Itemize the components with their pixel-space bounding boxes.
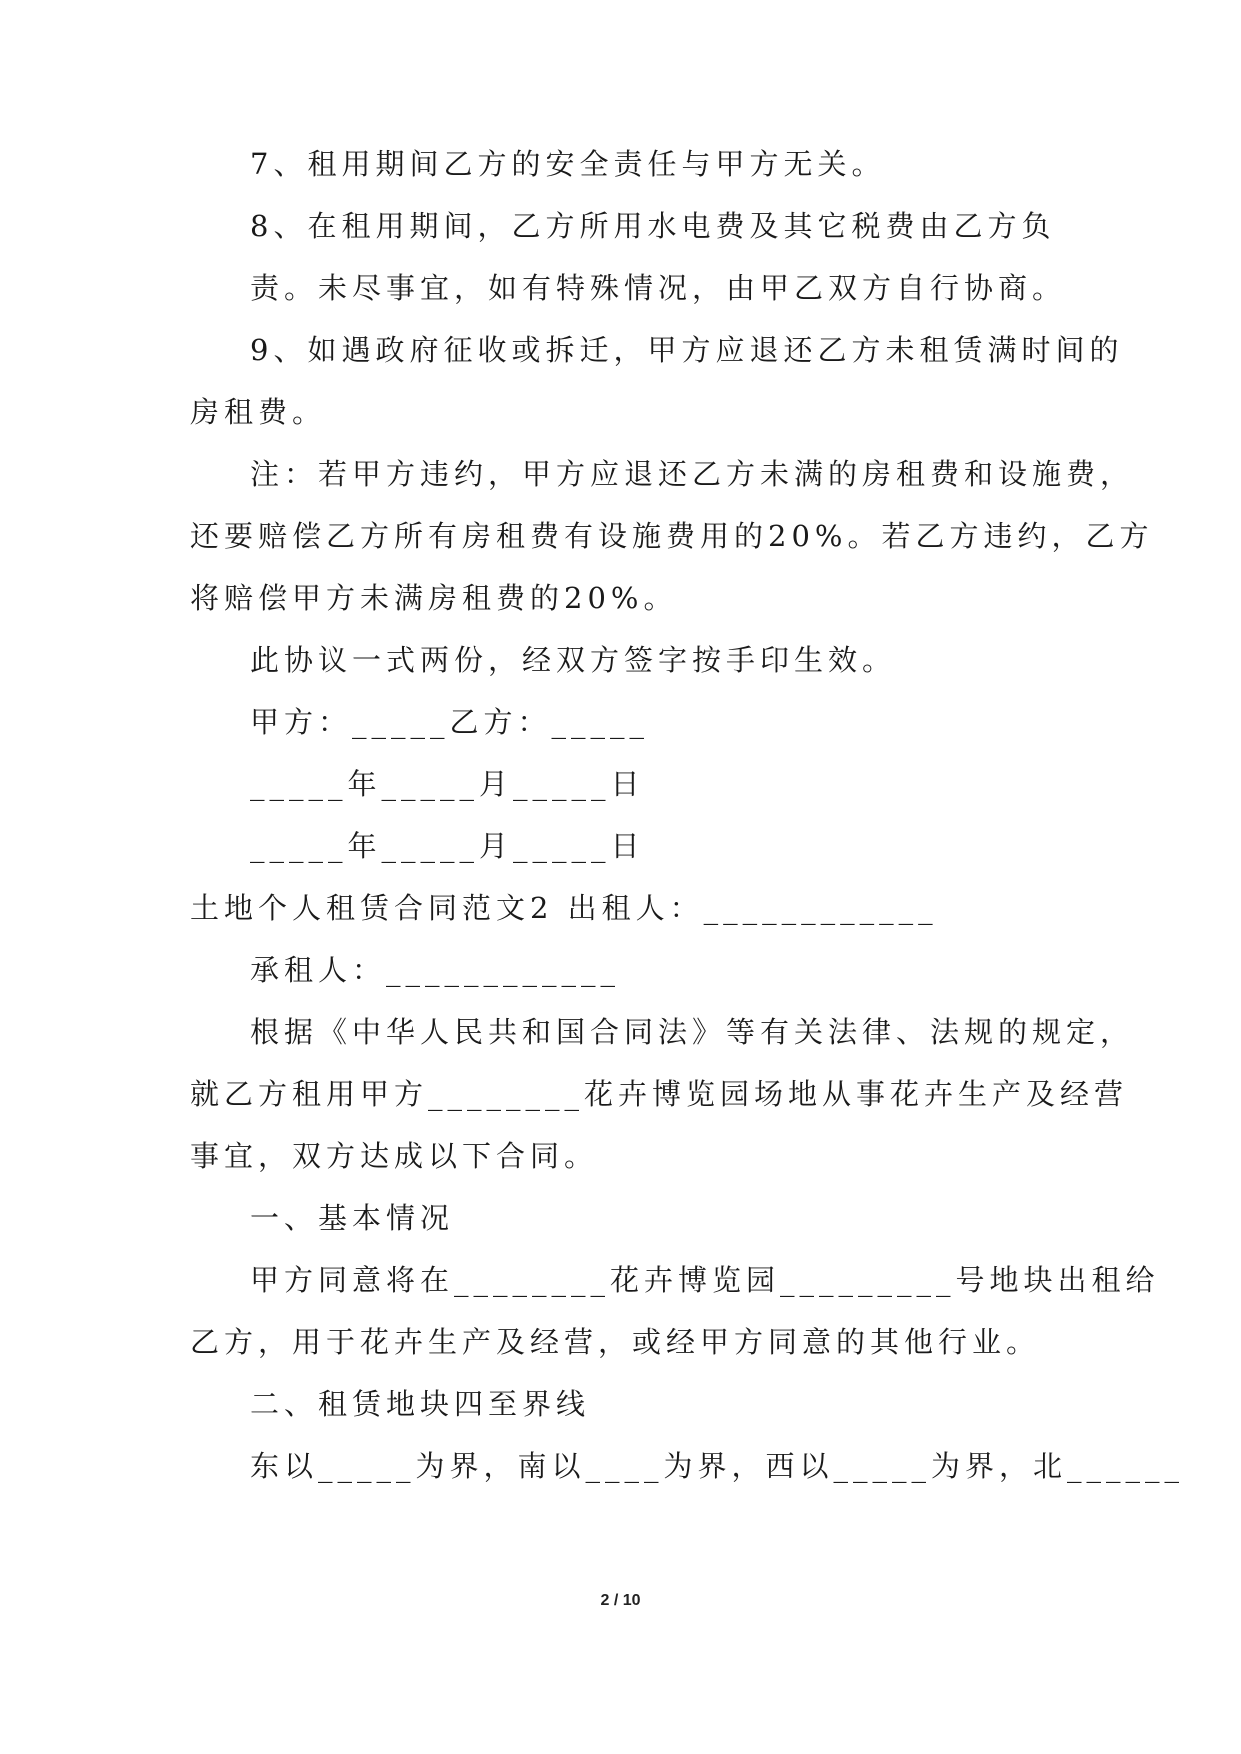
paragraph-line: 8、在租用期间，乙方所用水电费及其它税费由乙方负: [250, 209, 1056, 243]
paragraph-line: 根据《中华人民共和国合同法》等有关法律、法规的规定，: [250, 1015, 1135, 1049]
paragraph-line: 将赔偿甲方未满房租费的20%。: [190, 581, 678, 615]
paragraph-line: 此协议一式两份，经双方签字按手印生效。: [250, 643, 897, 677]
section-heading: 二、租赁地块四至界线: [250, 1387, 591, 1421]
paragraph-line: 东以_____为界，南以____为界，西以_____为界，北______: [250, 1449, 1185, 1483]
paragraph-line: 注：若甲方违约，甲方应退还乙方未满的房租费和设施费，: [250, 457, 1135, 491]
paragraph-line: 事宜，双方达成以下合同。: [190, 1139, 599, 1173]
signature-line: 甲方：_____乙方：_____: [250, 705, 650, 739]
paragraph-line: 甲方同意将在________花卉博览园_________号地块出租给: [250, 1263, 1160, 1297]
paragraph-line: 房租费。: [190, 395, 327, 429]
paragraph-line: 7、租用期间乙方的安全责任与甲方无关。: [250, 147, 886, 181]
paragraph-line: 责。未尽事宜，如有特殊情况，由甲乙双方自行协商。: [250, 271, 1067, 305]
date-line: _____年_____月_____日: [250, 829, 645, 863]
paragraph-line: 9、如遇政府征收或拆迁，甲方应退还乙方未租赁满时间的: [250, 333, 1124, 367]
section-title: 土地个人租赁合同范文2 出租人：____________: [190, 891, 938, 925]
paragraph-line: 承租人：____________: [250, 953, 621, 987]
date-line: _____年_____月_____日: [250, 767, 645, 801]
paragraph-line: 乙方，用于花卉生产及经营，或经甲方同意的其他行业。: [190, 1325, 1041, 1359]
section-heading: 一、基本情况: [250, 1201, 455, 1235]
page-number: 2 / 10: [600, 1592, 641, 1609]
paragraph-line: 还要赔偿乙方所有房租费有设施费用的20%。若乙方违约，乙方: [190, 519, 1154, 553]
paragraph-line: 就乙方租用甲方________花卉博览园场地从事花卉生产及经营: [190, 1077, 1129, 1111]
